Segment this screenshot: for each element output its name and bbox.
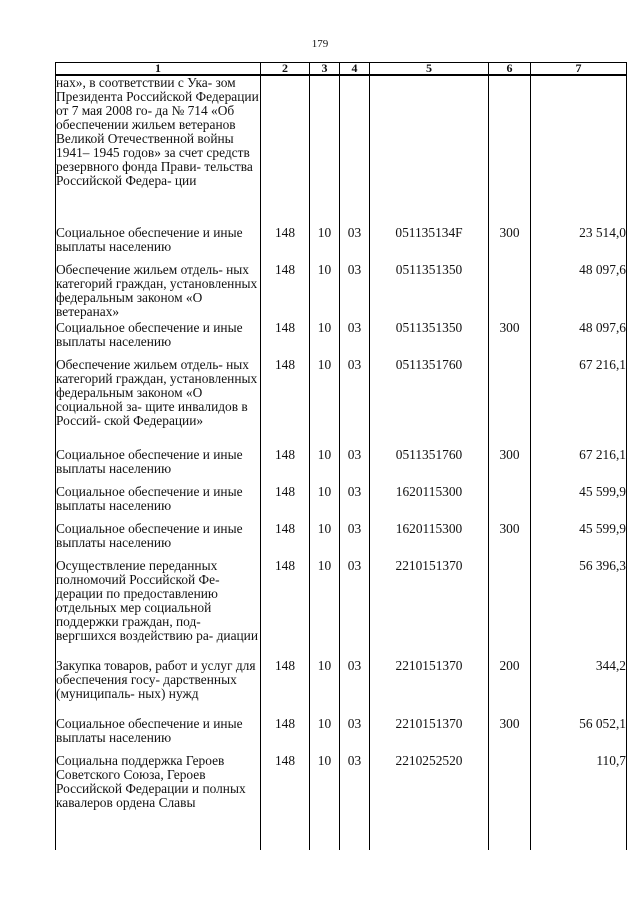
column-header-3: 3 — [310, 63, 340, 76]
table-row — [56, 522, 627, 559]
row-description: Обеспечение жильем отдель- ных категорий граждан, установленных федеральным законом «О социальной за- щите инвалидов в Россий- ской Федерации» — [56, 358, 261, 448]
row-expense-type — [489, 485, 531, 522]
row-amount: 67 216,1 — [531, 358, 627, 448]
row-amount: 48 097,6 — [531, 263, 627, 321]
row-ministry-code: 148 — [261, 448, 310, 485]
row-ministry-code: 148 — [261, 358, 310, 448]
row-ministry-code: 148 — [261, 321, 310, 358]
row-ministry-code: 148 — [261, 263, 310, 321]
row-section-code: 10 — [310, 559, 340, 659]
row-section-code: 10 — [310, 717, 340, 754]
row-description: Социальное обеспечение и иные выплаты населению — [56, 522, 261, 559]
row-description: Закупка товаров, работ и услуг для обеспечения госу- дарственных (муниципаль- ных) нужд — [56, 659, 261, 717]
row-expense-type: 300 — [489, 448, 531, 485]
column-header-4: 4 — [340, 63, 370, 76]
row-ministry-code — [261, 75, 310, 226]
table-row — [56, 321, 627, 358]
row-ministry-code: 148 — [261, 717, 310, 754]
row-ministry-code: 148 — [261, 659, 310, 717]
row-target-article: 0511351760 — [370, 358, 489, 448]
row-subsection-code: 03 — [340, 263, 370, 321]
table-row — [56, 754, 627, 850]
row-description: Социальна поддержка Героев Советского Союза, Героев Российской Федерации и полных кавалеров ордена Славы — [56, 754, 261, 850]
row-target-article: 2210151370 — [370, 659, 489, 717]
table-row — [56, 226, 627, 263]
table-row — [56, 75, 627, 226]
page-number: 179 — [311, 38, 329, 50]
row-amount: 67 216,1 — [531, 448, 627, 485]
row-description: Социальное обеспечение и иные выплаты населению — [56, 226, 261, 263]
table-row — [56, 448, 627, 485]
table-row — [56, 485, 627, 522]
row-subsection-code: 03 — [340, 522, 370, 559]
row-description: Осуществление переданных полномочий Российской Фе- дерации по предоставлению отдельных мер социальной поддержки граждан, под- вергшихся воздействию ра- диации — [56, 559, 261, 659]
row-ministry-code: 148 — [261, 754, 310, 850]
row-section-code: 10 — [310, 226, 340, 263]
row-description: Обеспечение жильем отдель- ных категорий граждан, установленных федеральным законом «О ветеранах» — [56, 263, 261, 321]
row-ministry-code: 148 — [261, 522, 310, 559]
row-amount: 45 599,9 — [531, 522, 627, 559]
row-target-article: 1620115300 — [370, 522, 489, 559]
table-row — [56, 263, 627, 321]
row-expense-type — [489, 559, 531, 659]
column-header-1: 1 — [56, 63, 261, 76]
row-expense-type: 300 — [489, 717, 531, 754]
row-target-article: 1620115300 — [370, 485, 489, 522]
row-expense-type: 300 — [489, 226, 531, 263]
row-amount: 45 599,9 — [531, 485, 627, 522]
row-target-article: 051135134F — [370, 226, 489, 263]
row-section-code: 10 — [310, 358, 340, 448]
row-expense-type — [489, 358, 531, 448]
row-target-article: 2210252520 — [370, 754, 489, 850]
row-section-code: 10 — [310, 321, 340, 358]
column-header-2: 2 — [261, 63, 310, 76]
table-row — [56, 559, 627, 659]
row-amount: 344,2 — [531, 659, 627, 717]
row-expense-type — [489, 263, 531, 321]
row-target-article: 2210151370 — [370, 559, 489, 659]
table-row — [56, 717, 627, 754]
row-section-code: 10 — [310, 485, 340, 522]
row-amount: 48 097,6 — [531, 321, 627, 358]
row-ministry-code: 148 — [261, 559, 310, 659]
row-subsection-code: 03 — [340, 659, 370, 717]
row-ministry-code: 148 — [261, 226, 310, 263]
row-subsection-code: 03 — [340, 485, 370, 522]
column-header-5: 5 — [370, 63, 489, 76]
row-expense-type: 300 — [489, 522, 531, 559]
row-expense-type — [489, 754, 531, 850]
row-description: нах», в соответствии с Ука- зом Президента Российской Федерации от 7 мая 2008 го- да № 714 «Об обеспечении жильем ветеранов Великой Отечественной войны 1941– 1945 годов» за счет средств резервного фонда Прави- тельства Российской Федера- ции — [56, 75, 261, 226]
row-subsection-code: 03 — [340, 754, 370, 850]
row-subsection-code: 03 — [340, 448, 370, 485]
row-section-code — [310, 75, 340, 226]
row-subsection-code: 03 — [340, 358, 370, 448]
row-amount — [531, 75, 627, 226]
row-expense-type: 300 — [489, 321, 531, 358]
row-target-article: 0511351350 — [370, 321, 489, 358]
row-description: Социальное обеспечение и иные выплаты населению — [56, 485, 261, 522]
row-subsection-code: 03 — [340, 321, 370, 358]
row-section-code: 10 — [310, 448, 340, 485]
row-amount: 56 052,1 — [531, 717, 627, 754]
row-target-article: 0511351760 — [370, 448, 489, 485]
row-description: Социальное обеспечение и иные выплаты населению — [56, 321, 261, 358]
column-header-7: 7 — [531, 63, 627, 76]
row-section-code: 10 — [310, 659, 340, 717]
column-header-6: 6 — [489, 63, 531, 76]
row-subsection-code: 03 — [340, 226, 370, 263]
row-target-article: 0511351350 — [370, 263, 489, 321]
row-amount: 110,7 — [531, 754, 627, 850]
budget-table — [55, 62, 627, 850]
table-row — [56, 659, 627, 717]
row-section-code: 10 — [310, 263, 340, 321]
row-target-article — [370, 75, 489, 226]
row-amount: 56 396,3 — [531, 559, 627, 659]
row-description: Социальное обеспечение и иные выплаты населению — [56, 448, 261, 485]
row-expense-type — [489, 75, 531, 226]
row-description: Социальное обеспечение и иные выплаты населению — [56, 717, 261, 754]
row-subsection-code — [340, 75, 370, 226]
row-section-code: 10 — [310, 754, 340, 850]
table-row — [56, 358, 627, 448]
row-expense-type: 200 — [489, 659, 531, 717]
row-subsection-code: 03 — [340, 717, 370, 754]
row-ministry-code: 148 — [261, 485, 310, 522]
row-section-code: 10 — [310, 522, 340, 559]
header-row — [56, 63, 627, 76]
row-target-article: 2210151370 — [370, 717, 489, 754]
row-subsection-code: 03 — [340, 559, 370, 659]
row-amount: 23 514,0 — [531, 226, 627, 263]
